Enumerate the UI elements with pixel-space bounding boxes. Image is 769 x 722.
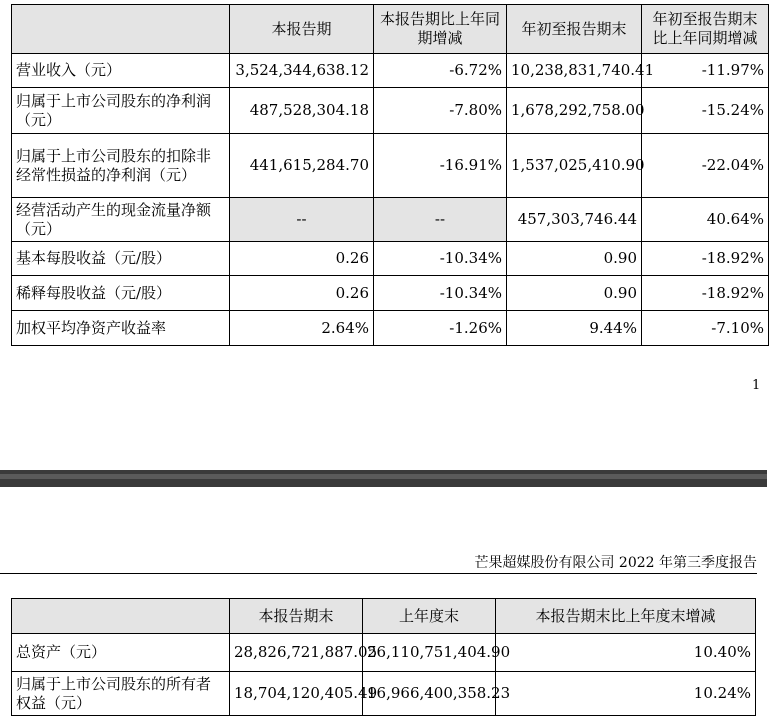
table-row <box>12 134 769 198</box>
table-row <box>12 198 769 242</box>
cell-current-period: 3,524,344,638.12 <box>230 54 374 88</box>
table-row <box>12 311 769 346</box>
header-corner-cell <box>12 599 230 634</box>
cell-current-period: 0.26 <box>230 276 374 311</box>
row-label: 总资产（元） <box>12 634 230 672</box>
cell-current-period-change: -- <box>374 198 507 242</box>
cell-prior-year-end: 26,110,751,404.90 <box>363 634 496 672</box>
cell-current-period: 0.26 <box>230 242 374 276</box>
header-change: 本报告期末比上年度末增减 <box>496 599 756 634</box>
header-current-period-change: 本报告期比上年同期增减 <box>374 5 507 54</box>
page-header: 芒果超媒股份有限公司 2022 年第三季度报告 <box>474 555 757 571</box>
table-row <box>12 672 756 716</box>
cell-ytd-change: -15.24% <box>642 88 769 134</box>
row-label: 经营活动产生的现金流量净额（元） <box>12 198 230 242</box>
cell-ytd: 0.90 <box>507 242 642 276</box>
table-header-row <box>12 599 756 634</box>
header-current-period: 本报告期 <box>230 5 374 54</box>
cell-ytd: 1,678,292,758.00 <box>507 88 642 134</box>
header-corner-cell <box>12 5 230 54</box>
row-label: 归属于上市公司股东的所有者权益（元） <box>12 672 230 716</box>
page-number: 1 <box>752 378 761 393</box>
cell-current-period: 2.64% <box>230 311 374 346</box>
cell-ytd-change: -18.92% <box>642 242 769 276</box>
table-row <box>12 88 769 134</box>
cell-ytd-change: 40.64% <box>642 198 769 242</box>
table-row <box>12 276 769 311</box>
table-header-row <box>12 5 769 54</box>
cell-ytd: 0.90 <box>507 276 642 311</box>
balance-sheet-table <box>11 598 756 716</box>
cell-ytd: 10,238,831,740.41 <box>507 54 642 88</box>
cell-current-period-change: -1.26% <box>374 311 507 346</box>
cell-ytd-change: -7.10% <box>642 311 769 346</box>
row-label: 归属于上市公司股东的净利润（元） <box>12 88 230 134</box>
row-label: 归属于上市公司股东的扣除非经常性损益的净利润（元） <box>12 134 230 198</box>
cell-current-period-change: -7.80% <box>374 88 507 134</box>
cell-current-period: 441,615,284.70 <box>230 134 374 198</box>
header-rule <box>0 573 757 574</box>
header-prior-year-end: 上年度末 <box>363 599 496 634</box>
cell-ytd-change: -11.97% <box>642 54 769 88</box>
quarterly-financials-table <box>11 4 769 346</box>
cell-prior-year-end: 16,966,400,358.23 <box>363 672 496 716</box>
table-row <box>12 242 769 276</box>
cell-current-period-change: -6.72% <box>374 54 507 88</box>
row-label: 营业收入（元） <box>12 54 230 88</box>
cell-period-end: 28,826,721,887.05 <box>230 634 363 672</box>
cell-change: 10.40% <box>496 634 756 672</box>
cell-ytd: 9.44% <box>507 311 642 346</box>
cell-ytd: 457,303,746.44 <box>507 198 642 242</box>
cell-ytd-change: -22.04% <box>642 134 769 198</box>
cell-current-period-change: -10.34% <box>374 242 507 276</box>
header-period-end: 本报告期末 <box>230 599 363 634</box>
page-separator <box>0 470 767 487</box>
cell-change: 10.24% <box>496 672 756 716</box>
row-label: 基本每股收益（元/股） <box>12 242 230 276</box>
cell-ytd-change: -18.92% <box>642 276 769 311</box>
cell-current-period: 487,528,304.18 <box>230 88 374 134</box>
table-row <box>12 634 756 672</box>
cell-current-period-change: -16.91% <box>374 134 507 198</box>
table-row <box>12 54 769 88</box>
header-ytd-change: 年初至报告期末比上年同期增减 <box>642 5 769 54</box>
cell-current-period-change: -10.34% <box>374 276 507 311</box>
cell-current-period: -- <box>230 198 374 242</box>
cell-ytd: 1,537,025,410.90 <box>507 134 642 198</box>
row-label: 加权平均净资产收益率 <box>12 311 230 346</box>
header-ytd: 年初至报告期末 <box>507 5 642 54</box>
cell-period-end: 18,704,120,405.49 <box>230 672 363 716</box>
row-label: 稀释每股收益（元/股） <box>12 276 230 311</box>
